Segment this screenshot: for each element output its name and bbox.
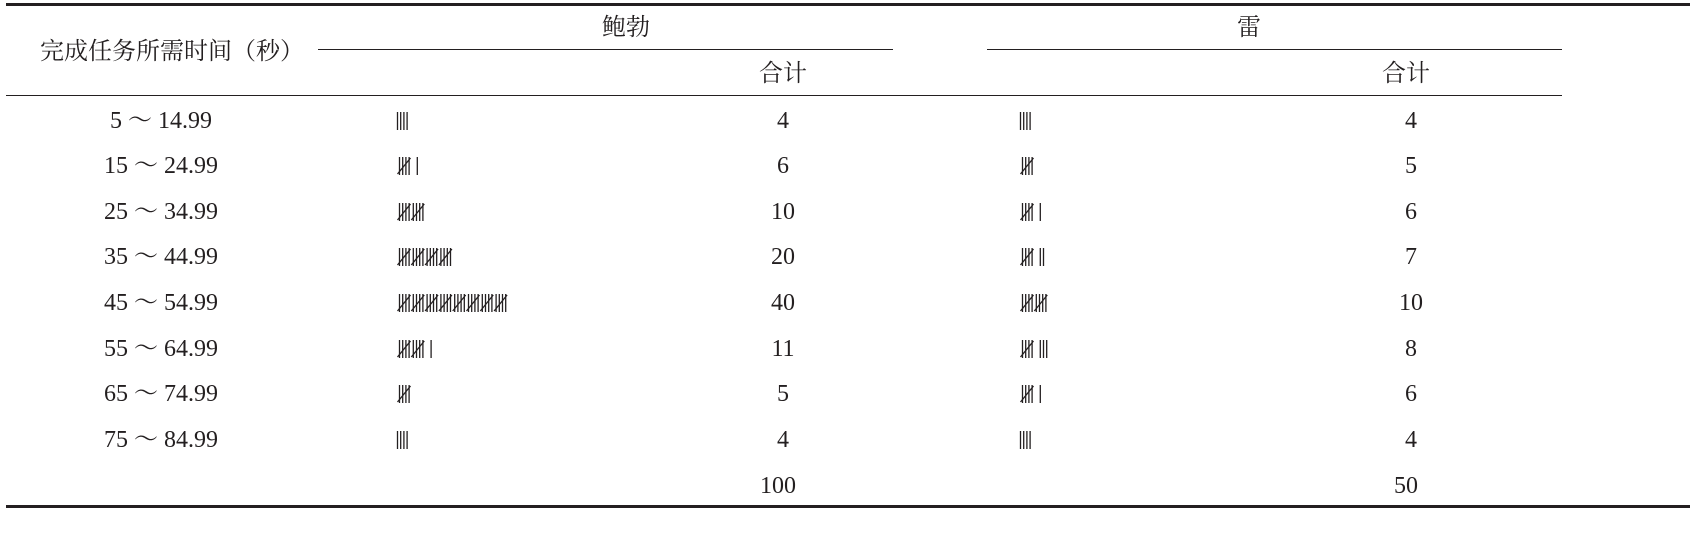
group-b-total-cell: 6 [1405, 199, 1417, 225]
tally-marks-icon [1019, 154, 1037, 178]
tally-marks-icon [396, 200, 428, 224]
tally-marks-icon [396, 291, 510, 315]
group-a-total-cell: 11 [771, 336, 795, 362]
tally-marks-icon [1019, 200, 1046, 224]
time-range-header: 完成任务所需时间（秒） [40, 37, 304, 65]
group-a-rule [318, 49, 893, 50]
group-a-total-cell: 4 [777, 427, 789, 453]
time-range-cell: 35 ～ 44.99 [104, 244, 218, 270]
header-bottom-rule [6, 95, 1562, 96]
tally-marks-icon [396, 428, 419, 452]
group-b-total-cell: 6 [1405, 381, 1417, 407]
group-a-total-cell: 40 [771, 290, 795, 316]
tally-marks-icon [1019, 291, 1051, 315]
group-a-total-cell: 20 [771, 244, 795, 270]
time-range-cell: 25 ～ 34.99 [104, 199, 218, 225]
tally-marks-icon [396, 337, 437, 361]
tally-marks-icon [1019, 109, 1042, 133]
group-b-sum-cell: 50 [1394, 473, 1418, 499]
group-b-total-cell: 7 [1405, 244, 1417, 270]
tally-marks-icon [396, 109, 419, 133]
group-b-total-cell: 5 [1405, 153, 1417, 179]
group-b-total-cell: 8 [1405, 336, 1417, 362]
group-a-total-cell: 10 [771, 199, 795, 225]
tally-marks-icon [1019, 428, 1042, 452]
group-a-total-cell: 6 [777, 153, 789, 179]
group-b-total-header: 合计 [1382, 59, 1430, 87]
group-a-header: 鲍勃 [602, 13, 650, 41]
tally-marks-icon [396, 245, 455, 269]
group-b-total-cell: 4 [1405, 108, 1417, 134]
tally-marks-icon [1019, 382, 1046, 406]
time-range-cell: 5 ～ 14.99 [110, 108, 212, 134]
group-b-header: 雷 [1237, 13, 1261, 41]
tally-marks-icon [1019, 245, 1049, 269]
time-range-cell: 45 ～ 54.99 [104, 290, 218, 316]
top-rule [6, 3, 1690, 6]
time-range-cell: 55 ～ 64.99 [104, 336, 218, 362]
group-a-total-cell: 4 [777, 108, 789, 134]
group-a-total-cell: 5 [777, 381, 789, 407]
bottom-rule [6, 505, 1690, 508]
time-range-cell: 65 ～ 74.99 [104, 381, 218, 407]
group-a-total-header: 合计 [759, 59, 807, 87]
group-a-sum-cell: 100 [760, 473, 796, 499]
group-b-rule [987, 49, 1562, 50]
tally-marks-icon [396, 382, 414, 406]
time-range-cell: 75 ～ 84.99 [104, 427, 218, 453]
time-range-cell: 15 ～ 24.99 [104, 153, 218, 179]
tally-marks-icon [396, 154, 423, 178]
group-b-total-cell: 4 [1405, 427, 1417, 453]
group-b-total-cell: 10 [1399, 290, 1423, 316]
tally-marks-icon [1019, 337, 1052, 361]
